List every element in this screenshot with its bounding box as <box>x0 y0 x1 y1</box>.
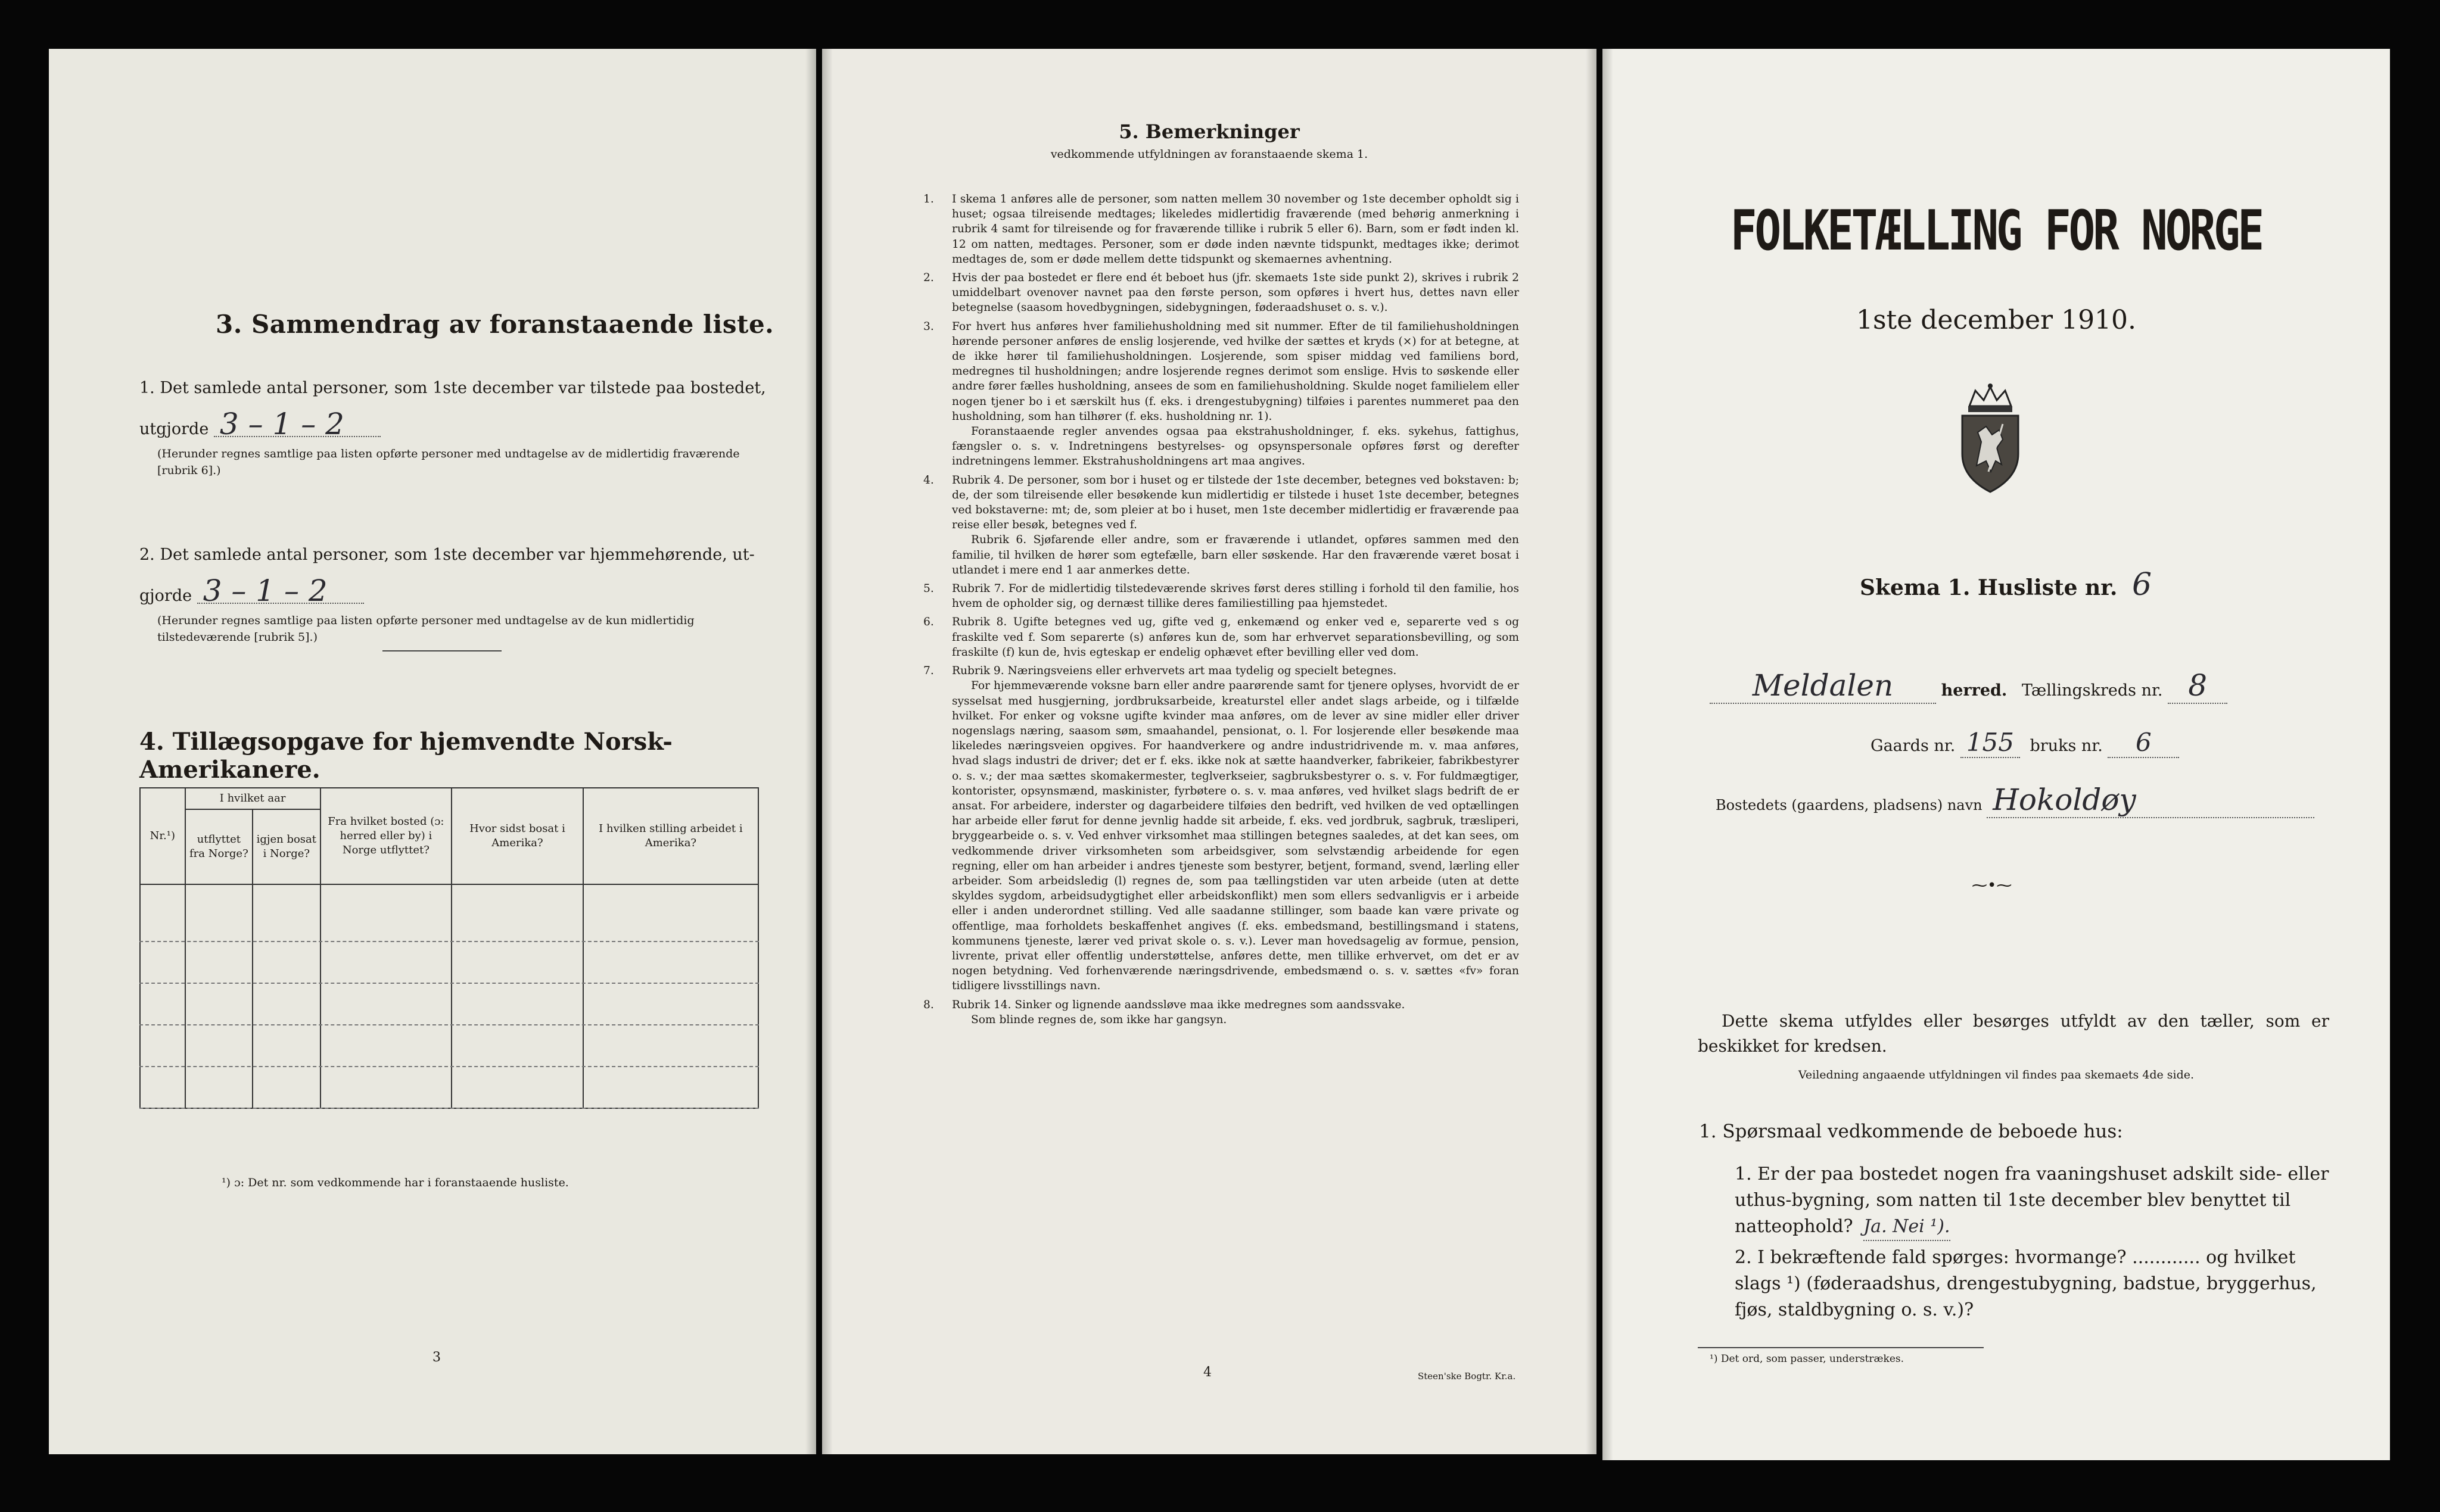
left-page <box>49 49 816 1454</box>
kreds-label: Tællingskreds nr. <box>2021 681 2163 700</box>
intro-text: Dette skema utfyldes eller besørges utfyldt av den tæller, som er beskikket for kredsen. <box>1698 1011 2329 1056</box>
gaards-line <box>1871 728 2347 758</box>
remark-text: Hvis der paa bostedet er flere end ét beboet hus (jfr. skemaets 1ste side punkt 2), skrives i rubrik 2 umiddelbart ovenover navnet paa den første person, som opføres i hvert hus, dettes navn eller betegnelse (saasom hovedbygningen, sidebygningen, føderaadshuset o. s. v.). <box>952 272 1519 314</box>
remark-text: Rubrik 8. Ugifte betegnes ved ug, gifte ved g, enkemænd og enker ved e, separerte ved s og fraskilte ved f. Som separerte (s) anføres kun de, som har erhvervet separationsbevilling, og som fraskilte (f) kun de, hvis egteskap er endelig ophævet efter bevilling eller ved dom. <box>952 616 1519 659</box>
remark-subtext: Som blinde regnes de, som ikke har gangsyn. <box>971 1013 1227 1026</box>
table-cell <box>140 884 185 1108</box>
table-row-line <box>139 1066 759 1067</box>
herred-label: herred. <box>1941 681 2008 700</box>
skema-text: Skema 1. Husliste nr. <box>1860 575 2118 600</box>
middle-page <box>822 49 1596 1454</box>
remark-number: 1. <box>923 193 934 205</box>
col-last-place: Hvor sidst bosat i Amerika? <box>452 788 583 884</box>
remark-text: Rubrik 14. Sinker og lignende aandssløve maa ikke medregnes som aandssvake. <box>952 998 1405 1011</box>
remark-item <box>923 270 1519 316</box>
item2-prefix: gjorde <box>139 587 192 605</box>
gaards-value-handwritten: 155 <box>1960 728 2020 758</box>
col-nr: Nr.¹) <box>140 788 185 884</box>
divider <box>382 650 502 651</box>
remark-item <box>923 192 1519 267</box>
item1-value-handwritten: 3 – 1 – 2 <box>214 412 381 437</box>
norsk-amerikanere-table <box>139 787 759 1109</box>
table-cell <box>320 884 452 1108</box>
item1-note: (Herunder regnes samtlige paa listen opførte personer med undtagelse av de midlertidig fraværende [rubrik 6].) <box>157 447 740 477</box>
remark-number: 5. <box>923 582 934 596</box>
question-1-text: 1. Er der paa bostedet nogen fra vaaningshuset adskilt side- eller uthus-bygning, som natten til 1ste december blev benyttet til natteophold? <box>1735 1164 2329 1237</box>
remark-text: For hvert hus anføres hver familiehusholdning med sit nummer. Efter de til familiehusholdningen hørende personer anføres de enslig losjerende, ved hvilke der sættes et kryds (×) for at betegne, at de ikke hører til familiehusholdningen. Losjerende, som spiser middag ved familiens bord, medregnes til husholdningen; andre losjerende regnes derimot som enslige. Hvis to søskende eller andre fører fælles husholdning, ansees de som en familiehusholdning. Skulde noget familielem eller nogen tjener bo i et særskilt hus (f. eks. i drengestubygning) tilføies i parentes nummeret paa den husholdning, som han tilhører (f. eks. husholdning nr. 1). <box>952 320 1519 423</box>
remark-text: Rubrik 7. For de midlertidig tilstedeværende skrives først deres stilling i forhold til den familie, hos hvem de opholder sig, og dernæst tillike deres familiestilling paa hjemstedet. <box>952 582 1519 610</box>
question-1 <box>1735 1161 2336 1241</box>
remark-subtext: Rubrik 6. Sjøfarende eller andre, som er fraværende i utlandet, opføres sammen med den familie, til hvilken de hører som egtefælle, barn eller søskende. Har den fraværende været bosat i utlandet i mere end 1 aar anmerkes dette. <box>952 534 1519 576</box>
bosted-line <box>1716 783 2371 818</box>
questions-list <box>1735 1161 2336 1327</box>
item1-text: 1. Det samlede antal personer, som 1ste december var tilstede paa bostedet, <box>139 379 766 397</box>
page-number: 4 <box>1203 1365 1212 1380</box>
remark-subtext: Foranstaaende regler anvendes ogsaa paa ekstrahusholdninger, f. eks. sykehus, fattighus, fængsler o. s. v. Indretningens bestyrelses- og opsynspersonale opføres først og derefter indretningens lemmer. Ekstrahusholdningens art maa angives. <box>952 425 1519 468</box>
item1-prefix: utgjorde <box>139 420 209 438</box>
section3-item1 <box>139 376 783 479</box>
bosted-value-handwritten: Hokoldøy <box>1987 783 2314 818</box>
kreds-value-handwritten: 8 <box>2168 668 2227 704</box>
col-emigrated: utflyttet fra Norge? <box>185 809 253 884</box>
col-position: I hvilken stilling arbeidet i Amerika? <box>583 788 758 884</box>
table-cell <box>185 884 253 1108</box>
bosted-label: Bostedets (gaardens, pladsens) navn <box>1716 797 1982 813</box>
remark-text: I skema 1 anføres alle de personer, som natten mellem 30 november og 1ste december opholdt sig i huset; ogsaa tilreisende medtages; likeledes midlertidig fraværende (med behørig anmerkning i rubrik 4 samt for tilreisende og for fraværende tillike i rubrik 5 eller 6). Barn, som er født inden kl. 12 om natten, medtages. Personer, som er døde inden nævnte tidspunkt, medtages ikke; derimot medtages de, som er døde mellem dette tidspunkt og skemaernes avhentning. <box>952 193 1519 266</box>
intro-small: Veiledning angaaende utfyldningen vil findes paa skemaets 4de side. <box>1798 1068 2195 1081</box>
remark-item <box>923 997 1519 1027</box>
remark-item <box>923 581 1519 611</box>
census-date: 1ste december 1910. <box>1856 305 2137 335</box>
table-cell <box>452 884 583 1108</box>
table-cell <box>253 884 320 1108</box>
table-row-line <box>139 1108 759 1109</box>
item2-text: 2. Det samlede antal personer, som 1ste december var hjemmehørende, ut- <box>139 545 755 564</box>
table-row-line <box>139 1024 759 1025</box>
herred-line <box>1710 668 2365 704</box>
remark-number: 8. <box>923 998 934 1011</box>
form-title: FOLKETÆLLING FOR NORGE <box>1730 199 2262 263</box>
printer-credit: Steen'ske Bogtr. Kr.a. <box>1418 1371 1516 1382</box>
table-row-line <box>139 983 759 984</box>
section4-title: 4. Tillægsopgave for hjemvendte Norsk-Amerikanere. <box>139 728 673 784</box>
question-2: 2. I bekræftende fald spørges: hvormange? ............ og hvilket slags ¹) (føderaadshus, drengestubygning, badstue, bryggerhus, fjøs, staldbygning o. s. v.)? <box>1735 1247 2317 1320</box>
coat-of-arms-icon <box>1953 382 2028 495</box>
item2-value-handwritten: 3 – 1 – 2 <box>197 579 364 604</box>
question-1-answer: Ja. Nei ¹). <box>1863 1214 1950 1241</box>
remark-item <box>923 473 1519 578</box>
remark-item <box>923 615 1519 660</box>
remark-subtext: For hjemmeværende voksne barn eller andre paarørende samt for tjenere oplyses, hvorvidt de er sysselsat med husgjerning, jordbruksarbeide, kreaturstel eller andet slags arbeide, og i tilfælde hvilket. For enker og voksne ugifte kvinder maa anføres, om de lever av sine midler eller driver nogenslags næring, saasom søm, smaahandel, pensionat, o. l. For losjerende eller besøkende maa likeledes næringsveien opgives. For haandverkere og andre industridrivende m. v. maa anføres, hvad slags industri de driver; det er f. eks. ikke nok at sætte haandverker, fabrikeier, fabrikbestyrer o. s. v.; der maa sættes skomakermester, teglverkseier, sagbruksbestyrer o. s. v. For fuldmægtiger, kontorister, opsynsmænd, maskinister, fyrbøtere o. s. v. maa anføres, ved hvilket slags bedrift de er ansat. For arbeidere, inderster og dagarbeidere tilføies den bedrift, ved hvilken de ved optællingen har arbeide eller førut for denne jevnlig hadde sit arbeide, f. eks. ved jordbruk, sagbruk, træsliperi, bryggearbeide o. s. v. Ved enhver virksomhet maa stillingen betegnes saaledes, at det kan sees, om vedkommende driver virksomheten som arbeidsgiver, som selvstændig arbeidende for egen regning, eller om han arbeider i andres tjeneste som bestyrer, betjent, formand, svend, lærling eller arbeider. Som arbeidsledig (l) regnes de, som paa tællingstiden var uten arbeide (uten at dette skyldes sygdom, arbeidsudygtighet eller arbeidskonflikt) men som ellers sedvanligvis er i arbeide eller i anden underordnet stilling. Ved alle saadanne stillinger, som baade kan være private og offentlige, maa forholdets beskaffenhet angives (f. eks. embedsmand, bestillingsmand i statens, kommunens tjeneste, lærer ved privat skole o. s. v.). Lever man hovedsagelig av formue, pension, livrente, privat eller offentlig understøttelse, anføres dette, men tillike erhvervet, om det er av nogen betydning. Ved forhenværende næringsdrivende, embedsmænd o. s. v. sættes «fv» foran tidligere livsstillings navn. <box>952 679 1519 993</box>
gaards-label: Gaards nr. <box>1871 737 1956 755</box>
footnote: ¹) Det ord, som passer, understrækes. <box>1710 1353 1904 1365</box>
right-page <box>1602 49 2390 1460</box>
question-heading: 1. Spørsmaal vedkommende de beboede hus: <box>1699 1121 2123 1142</box>
section3-title: 3. Sammendrag av foranstaaende liste. <box>216 310 774 339</box>
husliste-number-handwritten: 6 <box>2131 567 2152 603</box>
table-row-line <box>139 941 759 942</box>
item2-note: (Herunder regnes samtlige paa listen opførte personer med undtagelse av de kun midlertidig tilstedeværende [rubrik 5].) <box>157 614 695 644</box>
table-footnote: ¹) ɔ: Det nr. som vedkommende har i foranstaaende husliste. <box>222 1176 569 1189</box>
table-cell <box>583 884 758 1108</box>
section3-item2 <box>139 543 783 646</box>
bruks-label: bruks nr. <box>2030 737 2103 755</box>
remark-text: Rubrik 9. Næringsveiens eller erhvervets art maa tydelig og specielt betegnes. <box>952 665 1397 678</box>
remark-item <box>923 319 1519 469</box>
col-from-where: Fra hvilket bosted (ɔ: herred eller by) i Norge utflyttet? <box>320 788 452 884</box>
remark-number: 7. <box>923 665 934 678</box>
remark-number: 6. <box>923 616 934 629</box>
remark-item <box>923 663 1519 993</box>
remarks-list <box>923 192 1519 1031</box>
col-returned: igjen bosat i Norge? <box>253 809 320 884</box>
remarks-title: 5. Bemerkninger <box>1119 120 1300 143</box>
remark-number: 3. <box>923 320 934 333</box>
skema-label <box>1860 567 2152 603</box>
col-year-group: I hvilket aar <box>185 788 320 809</box>
remark-number: 4. <box>923 473 934 487</box>
remarks-subtitle: vedkommende utfyldningen av foranstaaende skema 1. <box>1050 148 1368 161</box>
remark-text: Rubrik 4. De personer, som bor i huset og er tilstede der 1ste december, betegnes ved bokstaven: b; de, der som tilreisende eller besøkende kun midlertidig er tilstede i huset 1ste december, betegnes ved bokstaverne: mt; de, som pleier at bo i huset, men 1ste december midlertidig er fraværende paa reise eller besøk, betegnes ved f. <box>952 473 1519 532</box>
remark-number: 2. <box>923 272 934 285</box>
page-fold-shadow <box>1586 49 1596 1454</box>
footnote-divider <box>1698 1347 1984 1348</box>
bruks-value-handwritten: 6 <box>2108 728 2179 758</box>
page-fold-shadow <box>822 49 833 1454</box>
ornament-icon: ⁓•⁓ <box>1972 877 2012 894</box>
herred-value-handwritten: Meldalen <box>1710 668 1936 704</box>
page-number: 3 <box>432 1350 441 1365</box>
